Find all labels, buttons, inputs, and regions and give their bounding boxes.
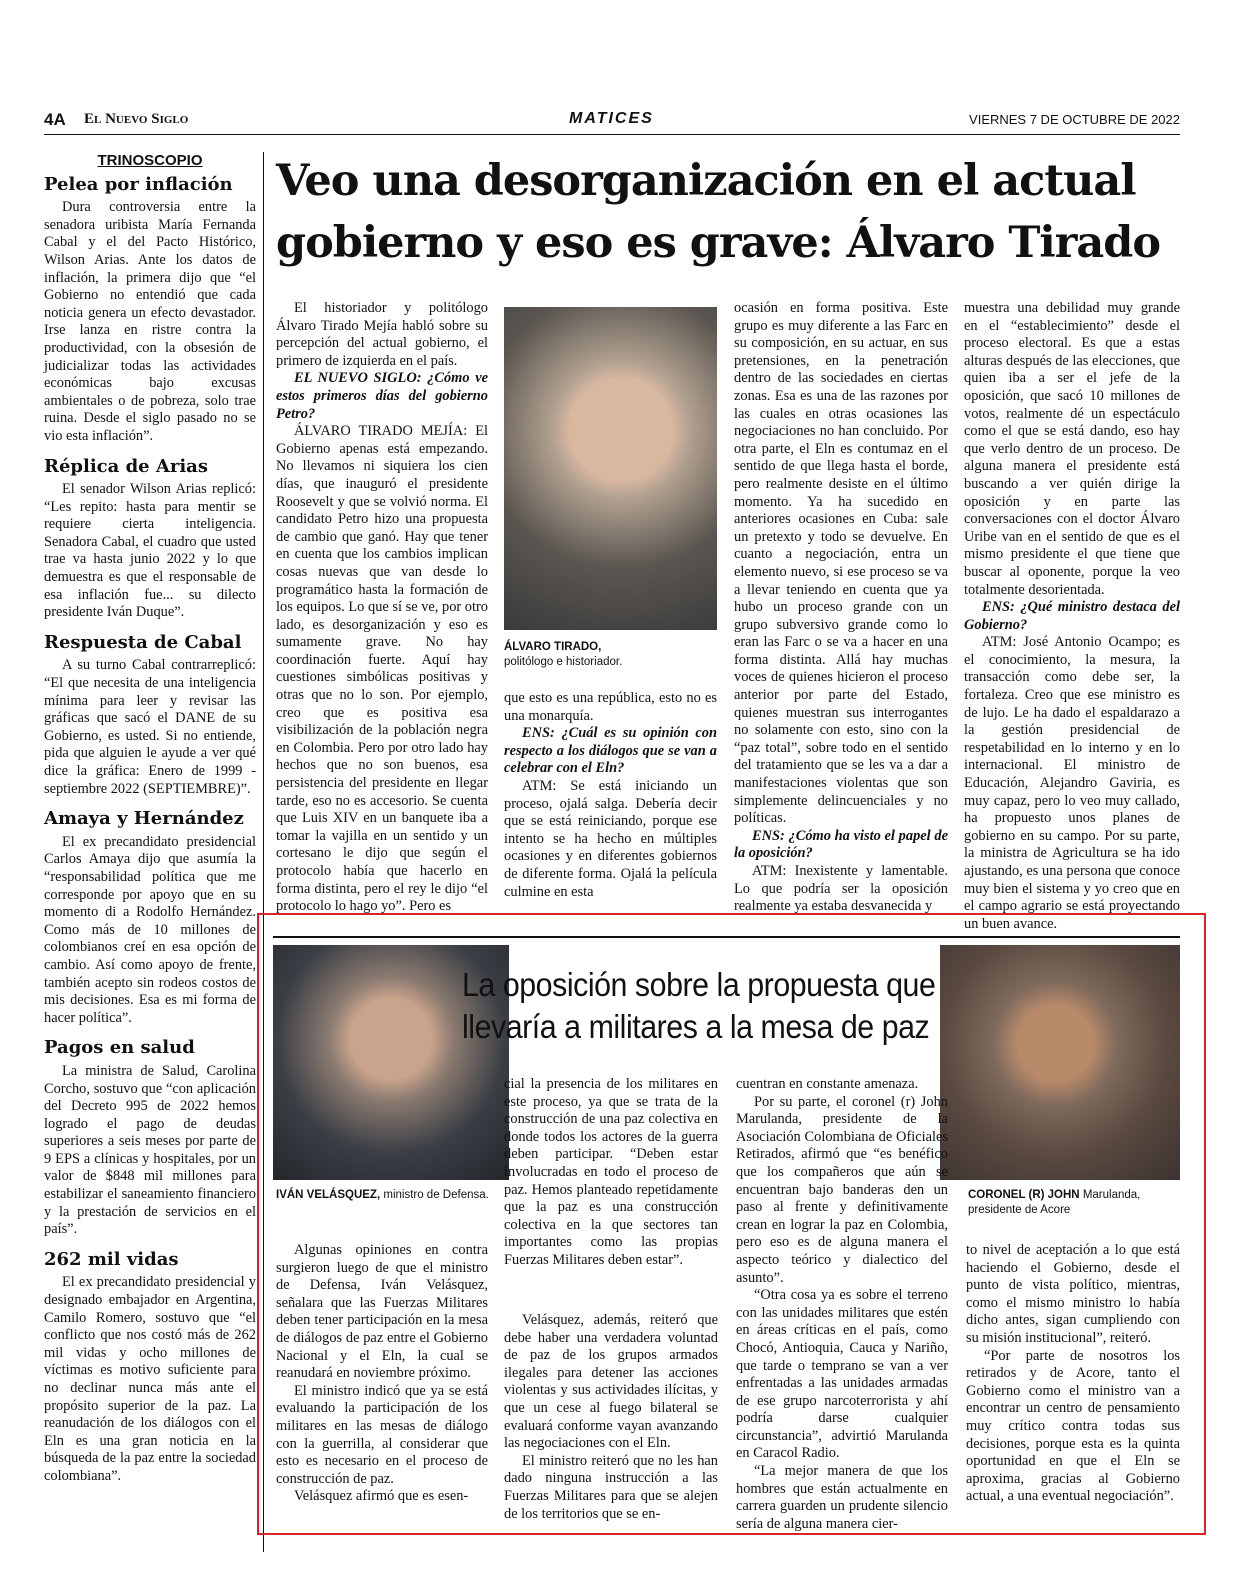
paragraph: ocasión en forma positiva. Este grupo es muy diferente a las Farc en su composición, en su actuar, en sus pretensiones, en la penetración dentro de las sociedades en ciertas zonas. Esa es una de las razones por las cuales en otras ocasiones las negociaciones no han concluido. Por otra parte, el Eln es contumaz en el sentido de que llega hasta el borde, pero realmente desiste en el último momento. Ya ha sucedido en anteriores ocasiones en Cuba: sale un pretexto y todo se devuelve. En cuanto a negociación, entra un elemento nuevo, si ese proceso se va a llevar teniendo en cuenta que ya hubo un proceso grande con un grupo subversivo grande como lo eran las Farc o se va a hacer en una forma distinta. Allá hay muchas voces de quienes hicieron el proceso anterior por parte del Estado, quienes muestran sus interrogantes no solamente con esto, sino con la “paz total”, sobre todo en el sentido del tratamiento que se les va a dar a manifestaciones violentas que son simplemente delincuenciales y no políticas. [734, 300, 948, 827]
paragraph: “Otra cosa ya es sobre el terreno con las unidades militares que estén en áreas críticas en el país, como Chocó, Antioquia, Cauca y Nariño, que tarde o temprano se van a ver enfrentadas a las unidades armadas de ese grupo narcoterrorista y ahí podría darse cualquier circunstancia”, advirtió Marulanda en Caracol Radio. [736, 1287, 948, 1462]
paragraph: ATM: Se está iniciando un proceso, ojalá salga. Debería decir que se está reiniciando, porque ese intento se ha hecho en múltiples ocasiones y en diferentes gobiernos de diferente forma. Ojalá la película culmine en esta [504, 777, 717, 900]
main-col-1 [276, 300, 488, 915]
main-headline [276, 150, 1180, 274]
caption-role: ministro de Defensa. [383, 1189, 489, 1201]
sidebar-item [44, 173, 256, 446]
sidebar-text: El ex precandidato presidencial y designado embajador en Argentina, Camilo Romero, sostuvo que “el conflicto que nos costó más de 262 mil vidas y ocho millones de víctimas es motivo suficiente para no declinar nunca más ante el propósito superior de la paz. La reanudación de los diálogos con el Eln es una gran noticia en la búsqueda de la paz entre la sociedad colombiana”. [44, 1274, 256, 1484]
sidebar-text: Dura controversia entre la senadora uribista María Fernanda Cabal y el del Pacto Histórico, Wilson Arias. Ante los datos de inflación, la primera dijo que “el Gobierno no entendió que cada noticia genera un efecto devastador. Irse lanza en ristre contra la productividad, con la obsesión de judicializar todas las actividades económicas bajo excusas ambientales o de pobreza, solo trae ruina. Desde el siglo pasado no se vio esta inflación”. [44, 199, 256, 444]
sidebar-text: La ministra de Salud, Carolina Corcho, sostuvo que “con aplicación del Decreto 995 de 2022 hemos logrado el pago de deudas superiores a seis meses por parte de 9 EPS a clínicas y hospitales, por un valor de $848 mil millones para estabilizar el saneamiento financiero y la prestación de servicios en el país”. [44, 1062, 256, 1238]
alvaro-photo-caption [504, 640, 717, 670]
box-col-2 [504, 1312, 718, 1524]
sidebar-text: El ex precandidato presidencial Carlos Amaya dijo que asumía la “responsabilidad política que me corresponde por apoyo que en su momento di a Rodolfo Hernández. Como más de 10 millones de colombianos creí en esa opción de cambio. Así como apoyo de frente, también acepto sin rodeos costos de mis decisiones. Esa es mi forma de hacer política”. [44, 833, 256, 1026]
paragraph: Velásquez afirmó que es esen- [294, 1488, 469, 1505]
main-col-4 [964, 300, 1180, 932]
sidebar-text: El senador Wilson Arias replicó: “Les repito: hasta para mentir se requiere cierta inteligencia. Senadora Cabal, el cuadro que usted trae va hasta junio 2022 y lo que demuestra es que el responsable de esa inflación fue... su dilecto presidente Iván Duque”. [44, 481, 256, 621]
sidebar-item [44, 1248, 256, 1486]
paragraph: Velásquez, además, reiteró que debe haber una verdadera voluntad de paz de los grupos armados ilegales para detener las acciones violentas y sus actividades ilícitas, y que un cese al fuego bilateral se evaluará conforme vayan avanzando las negociaciones con el Eln. [504, 1312, 718, 1452]
paragraph: ATM: José Antonio Ocampo; es el conocimiento, la mesura, la transacción como debe ser, la fortaleza. Creo que ese ministro es de lujo. Le ha dado el espaldarazo a la gestión presidencial de respetabilidad en lo interno y en lo internacional. El ministro de Educación, Alejandro Gaviria, es muy capaz, pero lo veo muy callado, ha propuesto unos planes de gobierno en su campo. Por su parte, la ministra de Agricultura se ha ido ajustando, es una persona que conoce muy bien el sistema y yo creo que en el campo agrario se está proyectando un buen avance. [964, 634, 1180, 932]
sidebar-text: A su turno Cabal contrarreplicó: “El que necesita de una inteligencia mínima para leer y revisar las gráficas que sacó el DANE de su Gobierno, es usted. Si no entiende, pida que alguien le ayude a ver qué dice la gráfica: Enero de 1999 - septiembre 2022 (SEPTIEMBRE)”. [44, 657, 256, 797]
paragraph: El historiador y politólogo Álvaro Tirado Mejía habló sobre su percepción del actual gobierno, el primero de izquierda en el país. [276, 300, 488, 369]
paragraph: El ministro reiteró que no les han dado ninguna instrucción a las Fuerzas Militares para que se alejen de los territorios que se en- [504, 1452, 718, 1522]
question: ENS: ¿Cómo ha visto el papel de la oposición? [734, 827, 948, 862]
question: ENS: ¿Cuál es su opinión con respecto a los diálogos que se van a celebrar con el Eln? [504, 725, 717, 777]
john-marulanda-photo [940, 945, 1180, 1180]
sidebar-heading: Respuesta de Cabal [44, 631, 242, 653]
sidebar-item [44, 810, 256, 1027]
paragraph: muestra una debilidad muy grande en el “establecimiento” desde el proceso electoral. Es que a estas alturas después de las elecciones, que quien iba a ser el jefe de la oposición, que sacó 10 millones de votos, realmente dé un espectáculo como el que se está dando, eso hay que verlo dentro de un proceso. De alguna manera el presidente está buscando a ver quién dirige la oposición y en parte las conversaciones con el doctor Álvaro Uribe van en el sentido de que es el mismo presidente el que tiene que buscar al oponente, porque la veo totalmente desorientada. [964, 300, 1180, 598]
box-top-rule [273, 936, 1180, 938]
sidebar-trinoscopio [44, 152, 256, 1552]
box-col-1 [276, 1242, 488, 1524]
sidebar-item [44, 1039, 256, 1239]
masthead: El Nuevo Siglo [84, 111, 189, 127]
paragraph: que esto es una república, esto no es una monarquía. [504, 690, 717, 724]
caption-name: IVÁN VELÁSQUEZ, [276, 1189, 381, 1201]
box-col-4 [966, 1242, 1180, 1524]
question: ENS: ¿Qué ministro destaca del Gobierno? [964, 599, 1180, 633]
paragraph: “La mejor manera de que los hombres que están actualmente en carrera guarden un prudente silencio sería de alguna manera cier- [736, 1463, 948, 1532]
page-number: 4A [44, 110, 66, 129]
paragraph: cuentran en constante amenaza. [736, 1076, 919, 1092]
sidebar-heading: Pelea por inflación [44, 173, 233, 195]
section-title: MATICES [569, 110, 654, 127]
question: EL NUEVO SIGLO: ¿Cómo ve estos primeros días del gobierno Petro? [276, 370, 488, 422]
paragraph: “Por parte de nosotros los retirados y de Acore, tanto el Gobierno como el ministro van a encontrar un centro de pensamiento muy crítico contra todas sus decisiones, porque esta es la quinta oportunidad en que el Eln se aproxima, gracias al Gobierno actual, a una eventual negociación”. [966, 1347, 1180, 1505]
main-col-2 [504, 690, 717, 908]
sidebar-heading: Pagos en salud [44, 1037, 195, 1059]
box-col-3 [736, 1076, 948, 1532]
paragraph: El ministro indicó que ya se está evaluando la participación de los militares en las mesas de diálogo con la guerrilla, al considerar que esto es necesario en el proceso de construcción de paz. [276, 1382, 488, 1487]
alvaro-tirado-photo [504, 307, 717, 630]
sidebar-heading: 262 mil vidas [44, 1248, 179, 1270]
sidebar-item [44, 631, 256, 798]
sidebar-title: TRINOSCOPIO [97, 152, 203, 169]
box-headline-line: llevaría a militares a la mesa de paz [462, 1008, 930, 1045]
box-col-2-top [504, 1076, 718, 1316]
paragraph: ATM: Inexistente y lamentable. Lo que podría ser la oposición realmente ya estaba desvanecida y [734, 863, 948, 915]
paragraph: ÁLVARO TIRADO MEJÍA: El Gobierno apenas está empezando. No llevamos ni siquiera los cien días, que inauguró el presidente Roosevelt y que se volvió norma. El candidato Petro hizo una propuesta de cambio que ganó. Hay que tener en cuenta que los cambios implican cosas nuevas que van desde lo programático hasta la formación de los equipos. Lo que sí se ve, por otro lado, es desorganización y eso es sumamente grave. No hay coordinación fuerte. Aquí hay cuestiones simbólicas positivas y otras que no lo son. Por ejemplo, creo que es positiva esa visibilización de la población negra en Colombia. Pero por otro lado hay hechos que no son buenos, esa persistencia del presidente en llegar tarde, eso no es accesorio. Se cuenta que Luis XIV en un banquete iba a tomar la vajilla en un sentido y un cortesano le dijo que según el protocolo había que hacerlo en forma distinta, pero el rey le dijo “el protocolo lo hago yo”. Pero es [276, 423, 488, 915]
paragraph: Por su parte, el coronel (r) John Marulanda, presidente de la Asociación Colombiana de Oficiales Retirados, afirmó que “es benéfico que los compañeros que aún se encuentran bajo banderas den un paso al frente y definitivamente crean en lograr la paz en Colombia, pero eso es de alguna manera el aspecto teórico y dialectico del asunto”. [736, 1093, 948, 1286]
main-headline-line: gobierno y eso es grave: Álvaro Tirado [276, 218, 1161, 268]
paragraph: Algunas opiniones en contra surgieron luego de que el ministro de Defensa, Iván Velásquez, señalara que las Fuerzas Militares deben tener participación en la mesa de diálogos de paz entre el Gobierno Nacional y el Eln, la cual se reanudará en noviembre próximo. [276, 1242, 488, 1382]
box-headline [462, 964, 977, 1048]
sidebar-heading: Amaya y Hernández [44, 808, 244, 830]
header-rule [44, 134, 1180, 135]
page-header [44, 110, 1180, 132]
sidebar-heading: Réplica de Arias [44, 455, 208, 477]
main-headline-line: Veo una desorganización en el actual [276, 156, 1136, 206]
caption-role: politólogo e historiador. [504, 656, 623, 668]
caption-role: Marulanda, presidente de Acore [968, 1189, 1141, 1216]
caption-name: ÁLVARO TIRADO, [504, 641, 602, 653]
paragraph: cial la presencia de los militares en este proceso, ya que se trata de la construcción de una paz colectiva en donde todos los actores de la guerra deben participar. “Deben estar involucradas en todo el proceso de paz. Hemos planteado repetidamente que la paz es una construcción colectiva en la que sectores tan importantes como las propias Fuerzas Militares deben estar”. [504, 1076, 718, 1268]
ivan-photo-caption [276, 1188, 508, 1203]
caption-name: CORONEL (R) JOHN [968, 1189, 1080, 1201]
john-photo-caption [968, 1188, 1180, 1218]
issue-date: VIERNES 7 DE OCTUBRE DE 2022 [969, 112, 1180, 127]
main-col-3 [734, 300, 948, 915]
sidebar-item [44, 455, 256, 622]
box-headline-line: La oposición sobre la propuesta que [462, 966, 936, 1003]
paragraph: to nivel de aceptación a lo que está haciendo el Gobierno, desde el punto de vista político, mientras, como el mismo ministro lo había dicho antes, sigan cumpliendo con su misión institucional”, reiteró. [966, 1242, 1180, 1346]
